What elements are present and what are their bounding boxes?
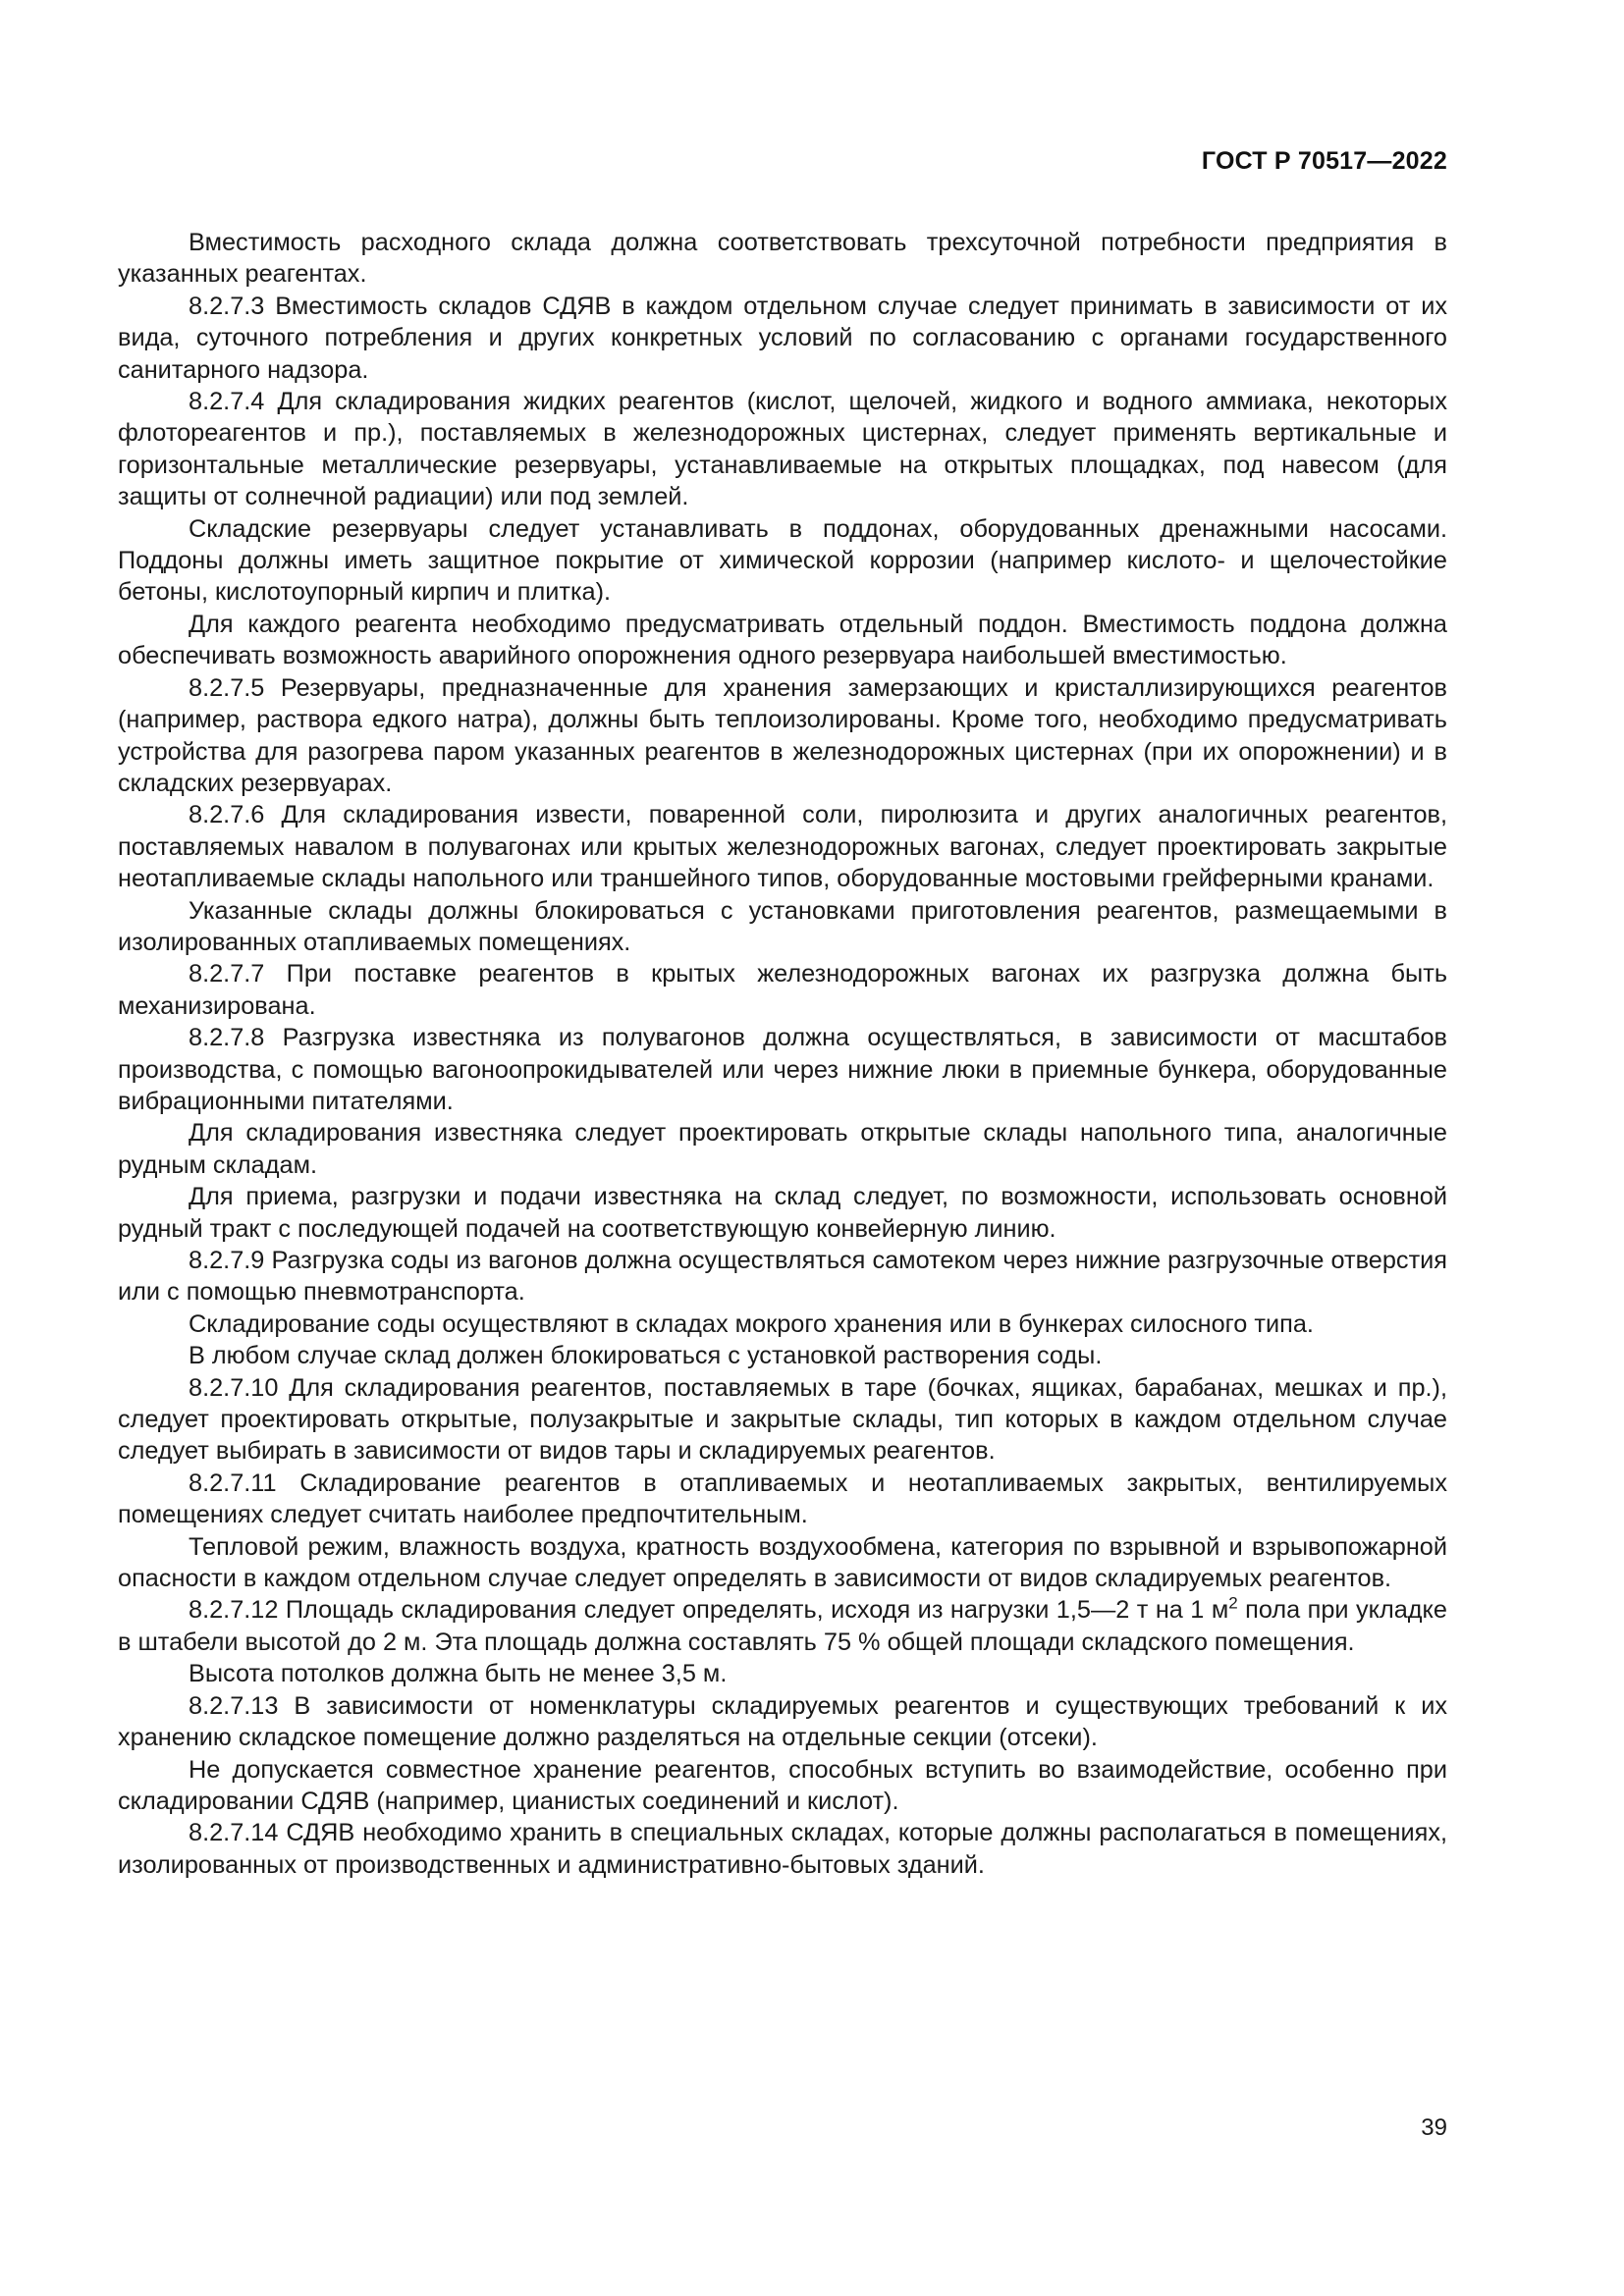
paragraph-8-2-7-10: 8.2.7.10 Для складирования реагентов, поставляемых в таре (бочках, ящиках, барабанах, мешках и пр.), следует проектировать открытые, полузакрытые и закрытые склады, тип которых в каждом отдельном случае следует выбирать в зависимости от видов тары и складируемых реагентов.: [118, 1373, 1447, 1466]
paragraph-soda-storage: Складирование соды осуществляют в складах мокрого хранения или в бункерах силосного типа.: [189, 1309, 1314, 1338]
paragraph-8-2-7-12: [118, 1594, 1447, 1658]
document-code-header: ГОСТ Р 70517—2022: [1201, 147, 1447, 175]
paragraph-8-2-7-12-part-2: пола при укладке в штабели высотой до 2 м. Эта площадь должна составлять 75 % общей площади складского помещения.: [118, 1596, 1447, 1656]
paragraph-8-2-7-6: 8.2.7.6 Для складирования извести, поваренной соли, пиролюзита и других аналогичных реагентов, поставляемых навалом в полувагонах или крытых железнодорожных вагонах, следует проектировать закрытые неотапливаемые склады напольного или траншейного типов, оборудованные мостовыми грейферными кранами.: [118, 801, 1447, 893]
paragraph-warehouse-blocking: Указанные склады должны блокироваться с установками приготовления реагентов, размещаемыми в изолированных отапливаемых помещениях.: [118, 896, 1447, 956]
paragraph-8-2-7-4: 8.2.7.4 Для складирования жидких реагентов (кислот, щелочей, жидкого и водного аммиака, некоторых флотореагентов и пр.), поставляемых в железнодорожных цистернах, следует применять вертикальные и горизонтальные металлические резервуары, устанавливаемые на открытых площадках, под навесом (для защиты от солнечной радиации) или под землей.: [118, 388, 1447, 511]
paragraph-limestone-intake: Для приема, разгрузки и подачи известняка на склад следует, по возможности, использовать основной рудный тракт с последующей подачей на соответствующую конвейерную линию.: [118, 1183, 1447, 1243]
paragraph-8-2-7-13: 8.2.7.13 В зависимости от номенклатуры складируемых реагентов и существующих требований к их хранению складское помещение должно разделяться на отдельные секции (отсеки).: [118, 1691, 1447, 1752]
paragraph-ceiling-height: Высота потолков должна быть не менее 3,5 м.: [189, 1660, 728, 1688]
paragraph-joint-storage-prohibited: Не допускается совместное хранение реагентов, способных вступить во взаимодействие, особенно при складировании СДЯВ (например, цианистых соединений и кислот).: [118, 1755, 1447, 1815]
page-number: 39: [1421, 2114, 1447, 2141]
paragraph-8-2-7-5: 8.2.7.5 Резервуары, предназначенные для хранения замерзающих и кристаллизирующихся реагентов (например, раствора едкого натра), должны быть теплоизолированы. Кроме того, необходимо предусматривать устройства для разогрева паром указанных реагентов в железнодорожных цистернах (при их опорожнении) и в складских резервуарах.: [118, 673, 1447, 797]
paragraph-soda-blocking: В любом случае склад должен блокироваться с установкой растворения соды.: [189, 1342, 1103, 1370]
paragraph-8-2-7-8: 8.2.7.8 Разгрузка известняка из полувагонов должна осуществляться, в зависимости от масштабов производства, с помощью вагоноопрокидывателей или через нижние люки в приемные бункера, оборудованные вибрационными питателями.: [118, 1024, 1447, 1115]
paragraph-8-2-7-14: 8.2.7.14 СДЯВ необходимо хранить в специальных складах, которые должны располагаться в помещениях, изолированных от производственных и административно-бытовых зданий.: [118, 1819, 1447, 1879]
paragraph-tray-per-reagent: Для каждого реагента необходимо предусматривать отдельный поддон. Вместимость поддона должна обеспечивать возможность аварийного опорожнения одного резервуара наибольшей вместимостью.: [118, 610, 1447, 670]
paragraph-storage-capacity: Вместимость расходного склада должна соответствовать трехсуточной потребности предприятия в указанных реагентах.: [118, 229, 1447, 289]
paragraph-8-2-7-12-part-1: 8.2.7.12 Площадь складирования следует определять, исходя из нагрузки 1,5—2 т на 1 м: [189, 1596, 1229, 1625]
paragraph-8-2-7-11: 8.2.7.11 Складирование реагентов в отапливаемых и неотапливаемых закрытых, вентилируемых помещениях следует считать наиболее предпочтительным.: [118, 1468, 1447, 1529]
paragraph-8-2-7-7: 8.2.7.7 При поставке реагентов в крытых железнодорожных вагонах их разгрузка должна быть механизирована.: [118, 960, 1447, 1020]
paragraph-thermal-regime: Тепловой режим, влажность воздуха, кратность воздухообмена, категория по взрывной и взрывопожарной опасности в каждом отдельном случае следует определять в зависимости от видов складируемых реагентов.: [118, 1532, 1447, 1593]
paragraph-limestone-storage: Для складирования известняка следует проектировать открытые склады напольного типа, аналогичные рудным складам.: [118, 1119, 1447, 1179]
document-body: [118, 227, 1447, 1881]
paragraph-8-2-7-9: 8.2.7.9 Разгрузка соды из вагонов должна осуществляться самотеком через нижние разгрузочные отверстия или с помощью пневмотранспорта.: [118, 1247, 1447, 1307]
square-meter-superscript: 2: [1228, 1594, 1238, 1614]
paragraph-8-2-7-3: 8.2.7.3 Вместимость складов СДЯВ в каждом отдельном случае следует принимать в зависимости от их вида, суточного потребления и других конкретных условий по согласованию с органами государственного санитарного надзора.: [118, 292, 1447, 384]
paragraph-reservoir-trays: Складские резервуары следует устанавливать в поддонах, оборудованных дренажными насосами. Поддоны должны иметь защитное покрытие от химической коррозии (например кислото- и щелочестойкие бетоны, кислотоупорный кирпич и плитка).: [118, 514, 1447, 607]
